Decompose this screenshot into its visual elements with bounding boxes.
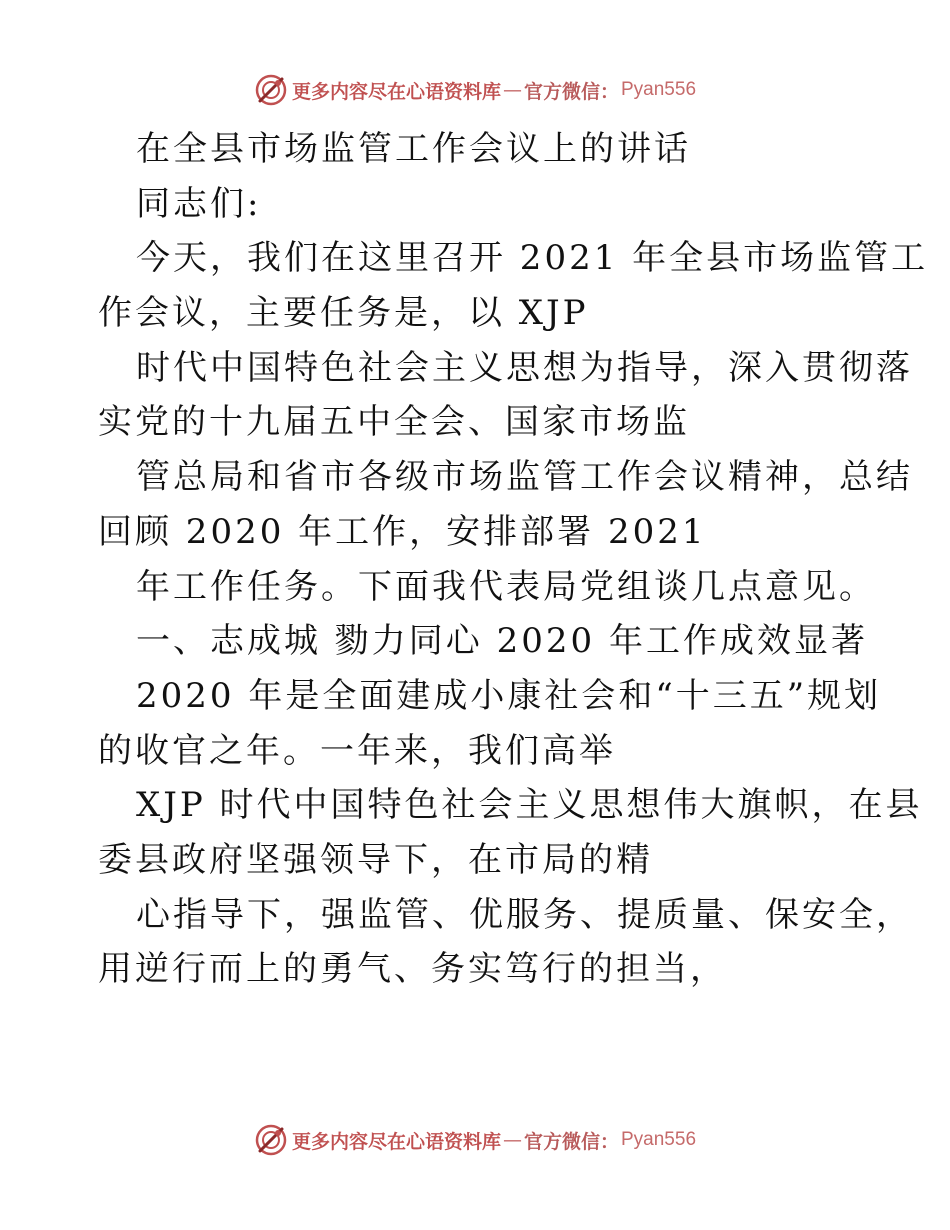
watermark-wechat-id: Pyan556 [621, 1129, 697, 1150]
document-line: 时代中国特色社会主义思想为指导，深入贯彻落 [136, 347, 913, 388]
watermark-dash: — [502, 1129, 522, 1151]
watermark-sub-text: 官方微信： [523, 80, 619, 103]
document-line: 一、志成城 勠力同心 2020 年工作成效显著 [136, 621, 868, 662]
document-line: XJP 时代中国特色社会主义思想伟大旗帜，在县 [136, 785, 923, 826]
document-line: 年工作任务。下面我代表局党组谈几点意见。 [136, 566, 876, 607]
document-line: 心指导下，强监管、优服务、提质量、保安全， [136, 894, 913, 935]
document-line: 今天，我们在这里召开 2021 年全县市场监管工 [136, 238, 929, 279]
watermark-wechat-id: Pyan556 [621, 79, 697, 100]
watermark-main-text: 更多内容尽在心语资料库 [291, 80, 501, 103]
document-line: 管总局和省市各级市场监管工作会议精神，总结 [136, 457, 913, 498]
document-line: 委县政府坚强领导下，在市局的精 [98, 839, 653, 880]
header-watermark [0, 70, 950, 110]
watermark-sub-text: 官方微信： [523, 1130, 619, 1153]
document-line: 回顾 2020 年工作，安排部署 2021 [98, 511, 707, 552]
document-line: 实党的十九届五中全会、国家市场监 [98, 402, 690, 443]
document-line: 作会议，主要任务是，以 XJP [98, 293, 589, 334]
watermark-main-text: 更多内容尽在心语资料库 [291, 1130, 501, 1153]
watermark-dash: — [502, 79, 522, 101]
document-line: 在全县市场监管工作会议上的讲话 [136, 129, 691, 169]
document-line: 2020 年是全面建成小康社会和“十三五”规划 [136, 675, 882, 716]
document-line: 的收官之年。一年来，我们高举 [98, 730, 616, 771]
document-line: 用逆行而上的勇气、务实笃行的担当， [98, 949, 727, 990]
seal-logo-icon [254, 73, 288, 107]
footer-watermark [0, 1120, 950, 1160]
seal-logo-icon [254, 1123, 288, 1157]
document-body [98, 122, 929, 997]
document-line: 同志们: [136, 183, 262, 224]
